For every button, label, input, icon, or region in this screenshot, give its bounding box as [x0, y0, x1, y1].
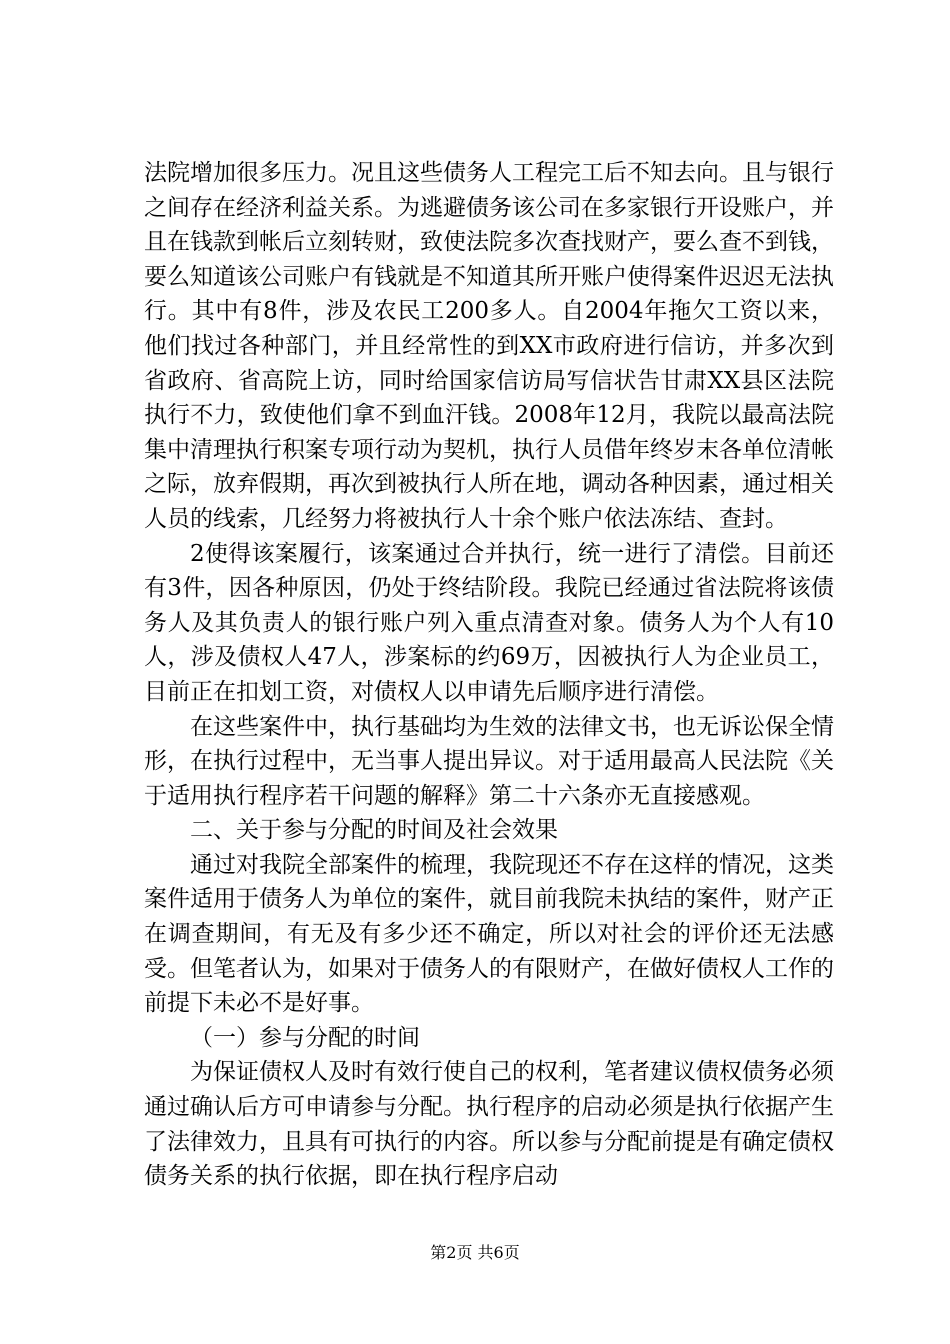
page-footer: 第2页 共6页: [430, 1243, 520, 1262]
paragraph-2: 2使得该案履行，该案通过合并执行，统一进行了清偿。目前还有3件，因各种原因，仍处于终结阶段。我院已经通过省法院将该债务人及其负责人的银行账户列入重点清查对象。债务人为个人有10人，涉及债权人47人，涉案标的约69万，因被执行人为企业员工，目前正在扣划工资，对债权人以申请先后顺序进行清偿。: [144, 540, 834, 705]
paragraph-4: 通过对我院全部案件的梳理，我院现还不存在这样的情况，这类案件适用于债务人为单位的案件，就目前我院未执结的案件，财产正在调查期间，有无及有多少还不确定，所以对社会的评价还无法感受。但笔者认为，如果对于债务人的有限财产，在做好债权人工作的前提下未必不是好事。: [144, 851, 834, 1017]
document-body: [144, 156, 834, 1194]
paragraph-3: 在这些案件中，执行基础均为生效的法律文书，也无诉讼保全情形，在执行过程中，无当事人提出异议。对于适用最高人民法院《关于适用执行程序若干问题的解释》第二十六条亦无直接感观。: [144, 713, 834, 809]
paragraph-5: 为保证债权人及时有效行使自己的权利，笔者建议债权债务必须通过确认后方可申请参与分配。执行程序的启动必须是执行依据产生了法律效力，且具有可执行的内容。所以参与分配前提是有确定债权债务关系的执行依据，即在执行程序启动: [144, 1059, 834, 1190]
paragraph-1: 法院增加很多压力。况且这些债务人工程完工后不知去向。且与银行之间存在经济利益关系。为逃避债务该公司在多家银行开设账户，并且在钱款到帐后立刻转财，致使法院多次查找财产，要么查不到钱，要么知道该公司账户有钱就是不知道其所开账户使得案件迟迟无法执行。其中有8件，涉及农民工200多人。自2004年拖欠工资以来，他们找过各种部门，并且经常性的到XX市政府进行信访，并多次到省政府、省高院上访，同时给国家信访局写信状告甘肃XX县区法院执行不力，致使他们拿不到血汗钱。2008年12月，我院以最高法院集中清理执行积案专项行动为契机，执行人员借年终岁末各单位清帐之际，放弃假期，再次到被执行人所在地，调动各种因素，通过相关人员的线索，几经努力将被执行人十余个账户依法冻结、查封。: [144, 160, 834, 532]
subsection-heading-1: （一）参与分配的时间: [190, 1024, 420, 1051]
section-heading-2: 二、关于参与分配的时间及社会效果: [190, 817, 558, 844]
